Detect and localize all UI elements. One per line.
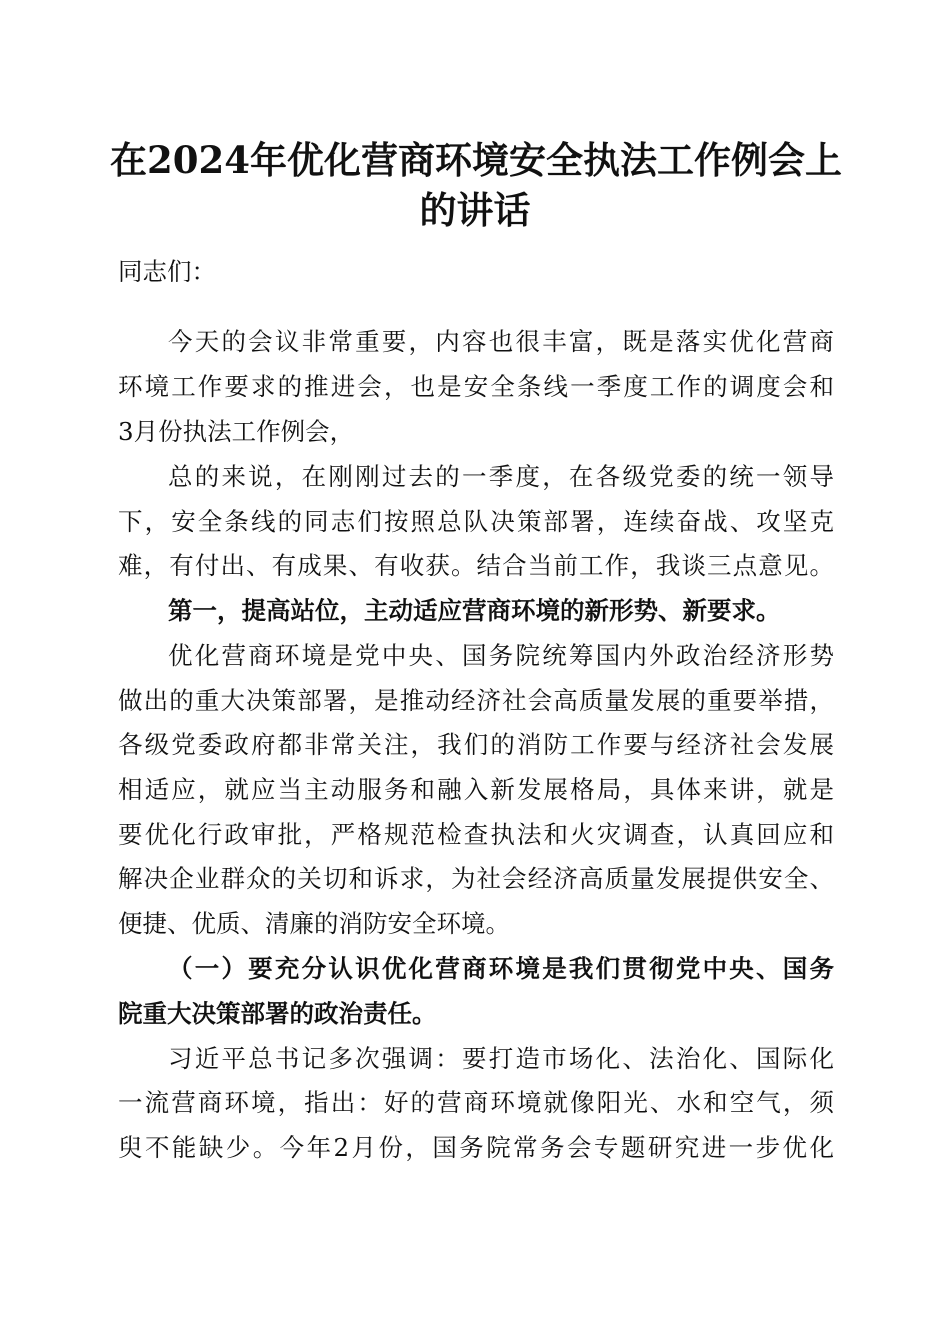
body-line: 相适应，就应当主动服务和融入新发展格局，具体来讲，就是 xyxy=(118,775,834,804)
body-line: 臾不能缺少。今年2月份，国务院常务会专题研究进一步优化 xyxy=(118,1133,834,1162)
document-title-line-2: 的讲话 xyxy=(419,188,531,232)
body-line: 环境工作要求的推进会，也是安全条线一季度工作的调度会和 xyxy=(118,372,834,401)
body-line: 优化营商环境是党中央、国务院统筹国内外政治经济形势 xyxy=(168,641,834,670)
body-line: 习近平总书记多次强调：要打造市场化、法治化、国际化 xyxy=(168,1044,834,1073)
body-line: 难，有付出、有成果、有收获。结合当前工作，我谈三点意见。 xyxy=(118,551,834,580)
body-line: 今天的会议非常重要，内容也很丰富，既是落实优化营商 xyxy=(168,327,834,356)
salutation: 同志们： xyxy=(118,257,216,286)
body-line: 要优化行政审批，严格规范检查执法和火灾调查，认真回应和 xyxy=(118,820,834,849)
body-line: 总的来说，在刚刚过去的一季度，在各级党委的统一领导 xyxy=(168,462,834,491)
body-line: 做出的重大决策部署，是推动经济社会高质量发展的重要举措， xyxy=(118,686,834,715)
body-line: 一流营商环境，指出：好的营商环境就像阳光、水和空气，须 xyxy=(118,1088,834,1117)
body-line: 便捷、优质、清廉的消防安全环境。 xyxy=(118,909,510,938)
body-line: 各级党委政府都非常关注，我们的消防工作要与经济社会发展 xyxy=(118,730,834,759)
body-line: 下，安全条线的同志们按照总队决策部署，连续奋战、攻坚克 xyxy=(118,507,834,536)
subsection-heading: （一）要充分认识优化营商环境是我们贯彻党中央、国务 xyxy=(168,954,834,983)
body-line: 3月份执法工作例会， xyxy=(118,417,355,446)
section-heading: 第一，提高站位，主动适应营商环境的新形势、新要求。 xyxy=(168,596,781,625)
subsection-heading: 院重大决策部署的政治责任。 xyxy=(118,999,437,1028)
document-title-line-1: 在2024年优化营商环境安全执法工作例会上 xyxy=(110,138,842,182)
body-line: 解决企业群众的关切和诉求，为社会经济高质量发展提供安全、 xyxy=(118,864,834,893)
